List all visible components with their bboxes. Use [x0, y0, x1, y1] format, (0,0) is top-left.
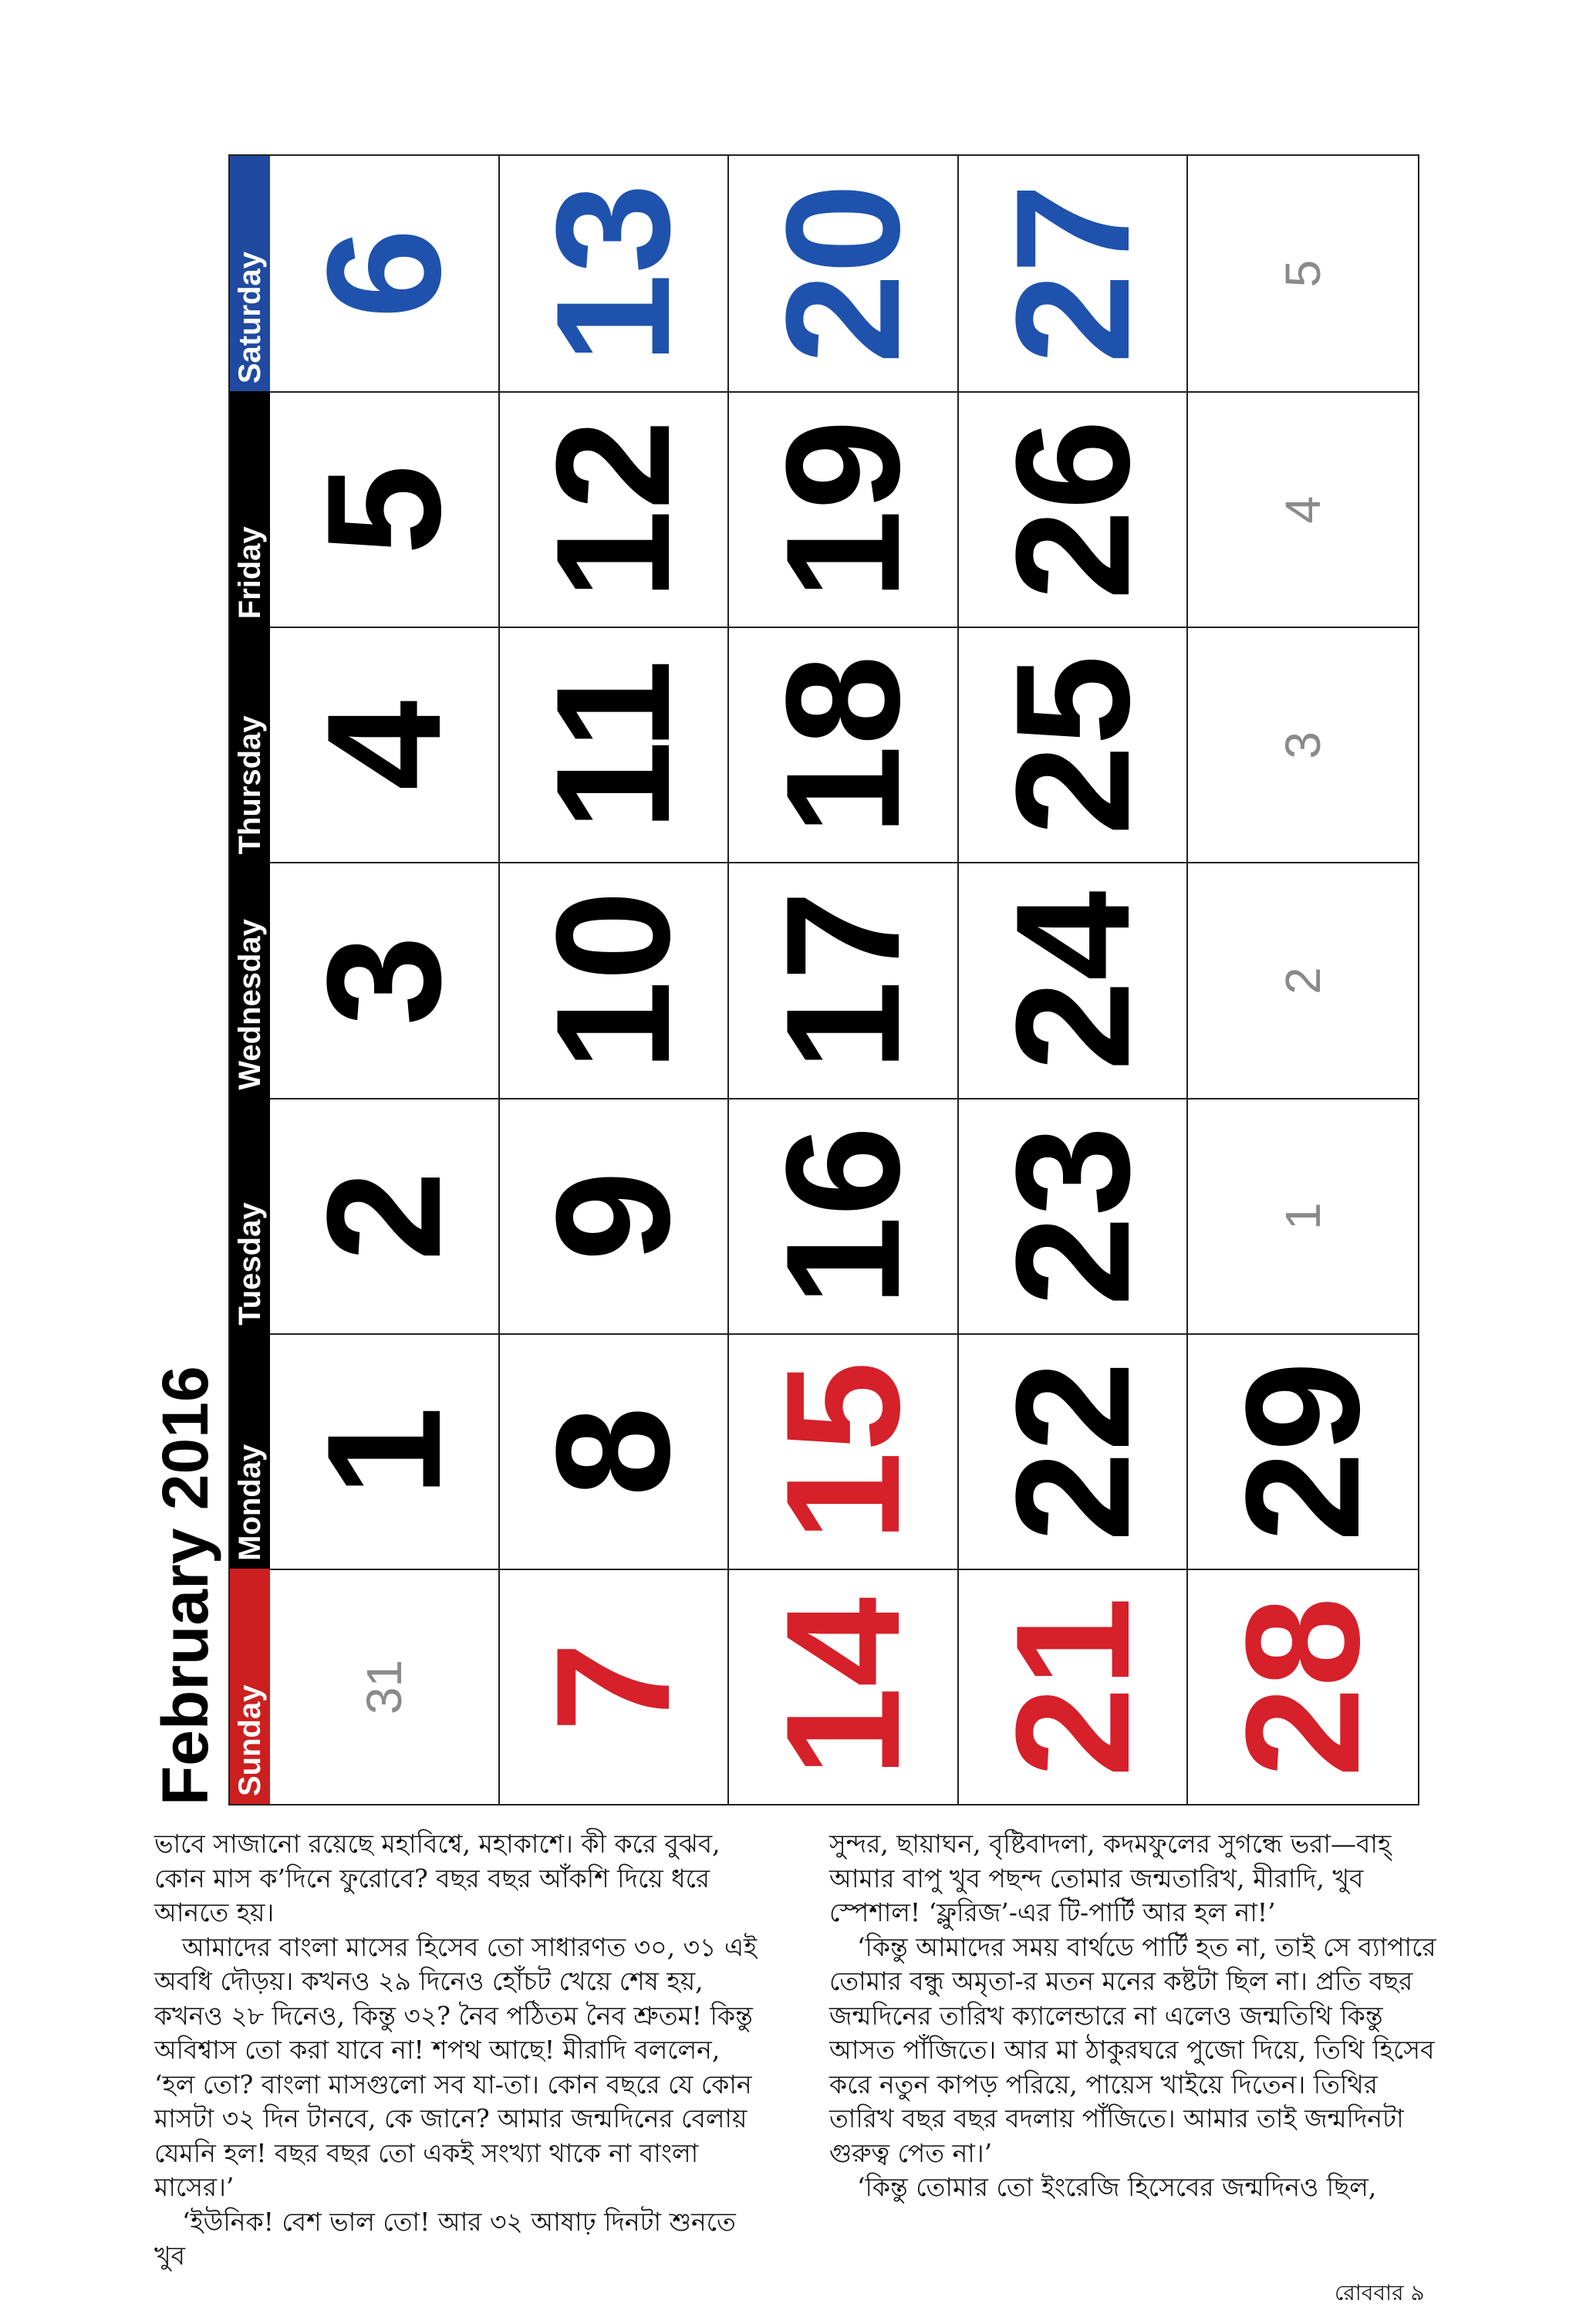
- calendar-day-cell: 10: [500, 862, 730, 1097]
- calendar-day-cell: 2: [1188, 862, 1418, 1097]
- calendar-day-cell: 8: [500, 1333, 730, 1569]
- calendar-day-cell: 1: [270, 1333, 500, 1569]
- calendar-day-cell: 11: [500, 627, 730, 862]
- paragraph: ‘ইউনিক! বেশ ভাল তো! আর ৩২ আষাঢ় দিনটা শুনতে খুব: [154, 2206, 736, 2271]
- calendar-day-cell: 4: [1188, 391, 1418, 627]
- calendar-day-cell: 4: [270, 627, 500, 862]
- calendar-day-cell: 12: [500, 391, 730, 627]
- calendar-day-cell: 16: [729, 1098, 959, 1333]
- calendar-day-cell: 25: [959, 627, 1189, 862]
- calendar-day-cell: 6: [270, 156, 500, 391]
- calendar-title: February 2016: [149, 1366, 221, 1805]
- calendar-day-cell: 5: [1275, 259, 1331, 288]
- day-header-thursday: Thursday: [230, 627, 270, 862]
- calendar-day-cell: 3: [1188, 627, 1418, 862]
- calendar-day-cell: 15: [729, 1333, 959, 1569]
- calendar-day-cell: 26: [959, 391, 1189, 627]
- page-footer: রোববার ৯: [1335, 2280, 1425, 2305]
- calendar-day-cell: 28: [1188, 1569, 1418, 1804]
- rotated-calendar: [147, 154, 1419, 1805]
- paragraph: ‘কিন্তু তোমার তো ইংরেজি হিসেবের জন্মদিনও ছিল,: [857, 2172, 1377, 2202]
- text-column-left: [154, 1827, 764, 2274]
- calendar-day-cell: 19: [729, 391, 959, 627]
- paragraph: ‘কিন্তু আমাদের সময় বার্থডে পার্টি হত না, তাই সে ব্যাপারে তোমার বন্ধু অমৃতা-র মতন মনের কষ্টটা ছিল না। প্রতি বছর জন্মদিনের তারিখ ক্যালেন্ডারে না এলেও জন্মতিথি কিন্তু আসত পাঁজিতে। আর মা ঠাকুরঘরে পুজো দিয়ে, তিথি হিসেব করে নতুন কাপড় পরিয়ে, পায়েস খাইয়ে দিতেন। তিথির তারিখ বছর বছর বদলায় পাঁজিতে। আমার তাই জন্মদিনটা গুরুত্ব পেত না।’: [829, 1931, 1436, 2168]
- day-header-tuesday: Tuesday: [230, 1098, 270, 1333]
- day-header-monday: Monday: [230, 1333, 270, 1569]
- calendar-day-cell: 21: [959, 1569, 1189, 1804]
- calendar-day-cell: 29: [1188, 1333, 1418, 1569]
- calendar-grid: [228, 154, 1419, 1805]
- calendar-day-cell: 7: [500, 1569, 730, 1804]
- calendar-day-cell: 13: [500, 156, 730, 391]
- calendar-day-cell: 18: [729, 627, 959, 862]
- calendar-day-cell: 1: [1188, 1098, 1418, 1333]
- day-header-sunday: Sunday: [230, 1569, 270, 1804]
- calendar-day-cell: 17: [729, 862, 959, 1097]
- calendar-day-cell: 9: [500, 1098, 730, 1333]
- calendar-day-cell: 2: [270, 1098, 500, 1333]
- calendar-day-cell: 31: [270, 1569, 500, 1804]
- calendar-day-cell: 22: [959, 1333, 1189, 1569]
- calendar-day-cell: 23: [959, 1098, 1189, 1333]
- day-header-wednesday: Wednesday: [230, 862, 270, 1097]
- calendar-day-cell: 20: [729, 156, 959, 391]
- paragraph: ভাবে সাজানো রয়েছে মহাবিশ্বে, মহাকাশে। কী করে বুঝব, কোন মাস ক’দিনে ফুরোবে? বছর বছর আঁকশি দিয়ে ধরে আনতে হয়।: [154, 1829, 721, 1927]
- calendar-day-cell: 3: [270, 862, 500, 1097]
- day-header-friday: Friday: [230, 391, 270, 627]
- calendar-day-cell: 5: [270, 391, 500, 627]
- paragraph: সুন্দর, ছায়াঘন, বৃষ্টিবাদলা, কদমফুলের সুগন্ধে ভরা—বাহ্‌ আমার বাপু খুব পছন্দ তোমার জন্মতারিখ, মীরাদি, খুব স্পেশাল! ‘ফ্লুরিজ’-এর টি-পার্টি আর হল না!’: [829, 1829, 1392, 1927]
- text-column-right: [829, 1827, 1439, 2205]
- calendar-day-cell: 27: [959, 156, 1189, 391]
- day-header-saturday: Saturday: [230, 156, 270, 391]
- paragraph: আমাদের বাংলা মাসের হিসেব তো সাধারণত ৩০, ৩১ এই অবধি দৌড়য়। কখনও ২৯ দিনেও হোঁচট খেয়ে শেষ হয়, কখনও ২৮ দিনেও, কিন্তু ৩২? নৈব পঠিতম নৈব শ্রুতম! কিন্তু অবিশ্বাস তো করা যাবে না! শপথ আছে! মীরাদি বললেন, ‘হল তো? বাংলা মাসগুলো সব যা-তা। কোন বছরে যে কোন মাসটা ৩২ দিন টানবে, কে জানে? আমার জন্মদিনের বেলায় যেমনি হল! বছর বছর তো একই সংখ্যা থাকে না বাংলা মাসের।’: [154, 1931, 758, 2202]
- calendar-day-cell: 24: [959, 862, 1189, 1097]
- calendar-day-cell: 14: [729, 1569, 959, 1804]
